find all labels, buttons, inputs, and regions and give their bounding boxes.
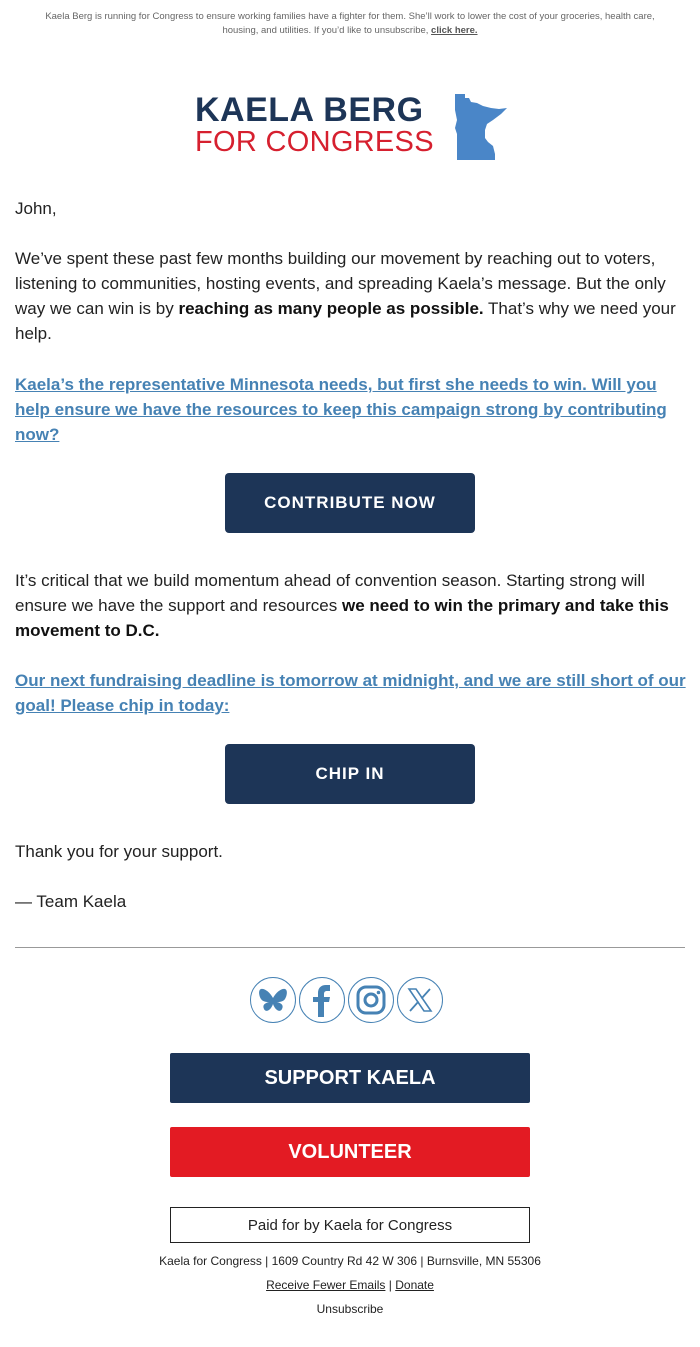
deadline-text-link[interactable]: Our next fundraising deadline is tomorrow at midnight, and we are still short of our goal! Please chip in today: (15, 671, 686, 715)
campaign-logo (195, 92, 515, 162)
thanks-line: Thank you for your support. (15, 842, 223, 861)
paragraph-2-text-a: It’s critical that we build momentum ahead of convention season. Starting strong will ensure we have the support and resources (15, 571, 645, 615)
greeting: John, (15, 199, 57, 218)
signoff: — Team Kaela (15, 892, 127, 911)
footer-divider (15, 947, 685, 948)
paragraph-2-bold: we need to win the primary and take this movement to D.C. (15, 596, 669, 640)
instagram-icon[interactable] (348, 977, 394, 1023)
bluesky-icon[interactable] (250, 977, 296, 1023)
paragraph-1-bold: reaching as many people as possible. (178, 299, 484, 318)
footer-link-separator: | (385, 1278, 396, 1292)
paragraph-2 (15, 568, 687, 643)
facebook-icon[interactable] (299, 977, 345, 1023)
paragraph-1-text-b: That’s why we need your help. (15, 299, 676, 343)
footer-links (0, 1278, 700, 1292)
social-links (250, 977, 450, 1025)
unsubscribe-link[interactable]: click here. (431, 25, 478, 36)
unsubscribe-footer-link[interactable]: Unsubscribe (316, 1302, 384, 1316)
minnesota-state-icon (453, 94, 509, 160)
mailing-address: Kaela for Congress | 1609 Country Rd 42 W 306 | Burnsville, MN 55306 (159, 1254, 541, 1268)
preheader-text: Kaela Berg is running for Congress to ensure working families have a fighter for them. She’ll work to lower the cost of your groceries, health care, housing, and utilities. If you’d like to unsubscribe, (45, 11, 655, 36)
contribute-text-link[interactable]: Kaela’s the representative Minnesota needs, but first she needs to win. Will you help ensure we have the resources to keep this campaign strong by contributing now? (15, 375, 667, 444)
chip-in-button[interactable]: CHIP IN (225, 744, 475, 804)
paid-for-box: Paid for by Kaela for Congress (170, 1207, 530, 1243)
paragraph-1-text-a: We’ve spent these past few months building our movement by reaching out to voters, listening to communities, hosting events, and spreading Kaela’s message. But the only way we can win is by (15, 249, 666, 318)
logo-name: KAELA BERG (195, 91, 424, 129)
receive-fewer-emails-link[interactable]: Receive Fewer Emails (266, 1278, 386, 1292)
volunteer-button[interactable]: VOLUNTEER (170, 1127, 530, 1177)
donate-link[interactable]: Donate (395, 1278, 434, 1292)
x-icon[interactable] (397, 977, 443, 1023)
preheader (36, 10, 664, 38)
contribute-now-button[interactable]: CONTRIBUTE NOW (225, 473, 475, 533)
paragraph-1 (15, 246, 687, 346)
logo-subtitle: FOR CONGRESS (195, 126, 434, 158)
support-kaela-button[interactable]: SUPPORT KAELA (170, 1053, 530, 1103)
